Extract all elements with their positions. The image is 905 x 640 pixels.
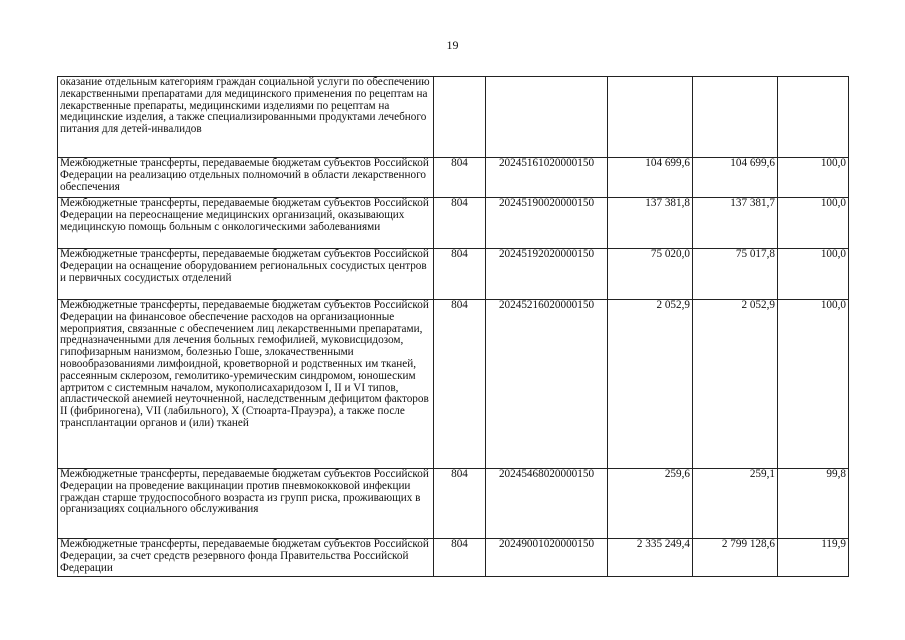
row-name-cell: Межбюджетные трансферты, передаваемые бюджетам субъектов Российской Федерации на финансовое обеспечение расходов на организационные мероприятия, связанные с обеспечением лиц лекарственными препаратами, предназначенными для лечения больных гемофилией, муковисцидозом, гипофизарным нанизмом, болезнью Гоше, злокачественными новообразованиями лимфоидной, кроветворной и родственных им тканей, рассеянным склерозом, гемолитико-уремическим синдромом, юношеским артритом с системным началом, мукополисахаридозом I, II и VI типов, апластической анемией неуточненной, наследственным дефицитом факторов II (фибриногена), VII (лабильного), X (Стюарта-Прауэра), а также после трансплантации органов и (или) тканей (58, 300, 434, 469)
row-plan-cell: 75 020,0 (608, 249, 693, 300)
row-code-cell: 804 (434, 300, 486, 469)
row-plan-cell: 2 052,9 (608, 300, 693, 469)
table-row (58, 539, 849, 577)
row-code-cell (434, 77, 486, 158)
table-row (58, 158, 849, 198)
row-plan-cell: 137 381,8 (608, 198, 693, 249)
row-name-cell: Межбюджетные трансферты, передаваемые бюджетам субъектов Российской Федерации на переоснащение медицинских организаций, оказывающих медицинскую помощь больным с онкологическими заболеваниями (58, 198, 434, 249)
table-row (58, 469, 849, 539)
page-number: 19 (446, 38, 459, 52)
row-fact-cell (693, 77, 778, 158)
row-plan-cell: 2 335 249,4 (608, 539, 693, 577)
row-percent-cell: 119,9 (778, 539, 849, 577)
table-row (58, 198, 849, 249)
table-row (58, 77, 849, 158)
row-percent-cell: 99,8 (778, 469, 849, 539)
row-csr-cell: 20245216020000150 (486, 300, 608, 469)
row-name-cell: оказание отдельным категориям граждан социальной услуги по обеспечению лекарственными препаратами для медицинского применения по рецептам на лекарственные препараты, медицинскими изделиями по рецептам на медицинские изделия, а также специализированными продуктами лечебного питания для детей-инвалидов (58, 77, 434, 158)
row-csr-cell: 20245468020000150 (486, 469, 608, 539)
row-plan-cell: 259,6 (608, 469, 693, 539)
row-fact-cell: 137 381,7 (693, 198, 778, 249)
row-percent-cell: 100,0 (778, 249, 849, 300)
row-percent-cell (778, 77, 849, 158)
row-csr-cell (486, 77, 608, 158)
row-percent-cell: 100,0 (778, 158, 849, 198)
row-code-cell: 804 (434, 469, 486, 539)
row-csr-cell: 20245190020000150 (486, 198, 608, 249)
row-name-cell: Межбюджетные трансферты, передаваемые бюджетам субъектов Российской Федерации на оснащение оборудованием региональных сосудистых центров и первичных сосудистых отделений (58, 249, 434, 300)
row-csr-cell: 20249001020000150 (486, 539, 608, 577)
row-code-cell: 804 (434, 198, 486, 249)
row-code-cell: 804 (434, 249, 486, 300)
row-fact-cell: 104 699,6 (693, 158, 778, 198)
row-fact-cell: 2 799 128,6 (693, 539, 778, 577)
row-name-cell: Межбюджетные трансферты, передаваемые бюджетам субъектов Российской Федерации, за счет средств резервного фонда Правительства Российской Федерации (58, 539, 434, 577)
row-percent-cell: 100,0 (778, 300, 849, 469)
row-name-cell: Межбюджетные трансферты, передаваемые бюджетам субъектов Российской Федерации на проведение вакцинации против пневмококковой инфекции граждан старше трудоспособного возраста из групп риска, проживающих в организациях социального обслуживания (58, 469, 434, 539)
row-fact-cell: 75 017,8 (693, 249, 778, 300)
row-code-cell: 804 (434, 539, 486, 577)
row-csr-cell: 20245192020000150 (486, 249, 608, 300)
row-csr-cell: 20245161020000150 (486, 158, 608, 198)
row-plan-cell: 104 699,6 (608, 158, 693, 198)
row-percent-cell: 100,0 (778, 198, 849, 249)
table-row (58, 300, 849, 469)
table-row (58, 249, 849, 300)
row-fact-cell: 2 052,9 (693, 300, 778, 469)
row-plan-cell (608, 77, 693, 158)
row-fact-cell: 259,1 (693, 469, 778, 539)
budget-table (57, 76, 849, 577)
row-name-cell: Межбюджетные трансферты, передаваемые бюджетам субъектов Российской Федерации на реализацию отдельных полномочий в области лекарственного обеспечения (58, 158, 434, 198)
row-code-cell: 804 (434, 158, 486, 198)
